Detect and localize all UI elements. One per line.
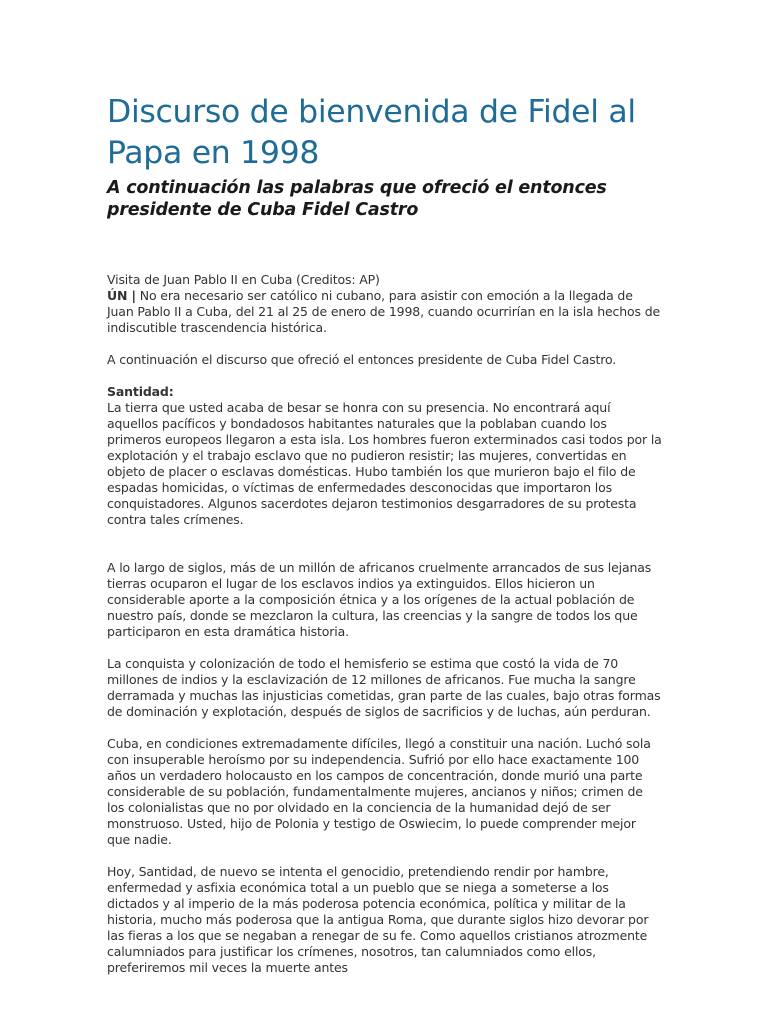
intro-paragraph: A continuación el discurso que ofreció el entonces presidente de Cuba Fidel Castro. [107,352,617,367]
page-title: Discurso de bienvenida de Fidel al Papa en 1998 [107,94,636,171]
page-subtitle: A continuación las palabras que ofreció el entonces presidente de Cuba Fidel Castro [107,178,607,220]
body-paragraph-1: La tierra que usted acaba de besar se honra con su presencia. No encontrará aquí aquellos pacíficos y bondadosos habitantes naturales que la poblaban cuando los primeros europeos llegaron a esta isla. Los hombres fueron exterminados casi todos por la explotación y el trabajo esclavo que no pudieron resistir; las mujeres, convertidas en objeto de placer o esclavas domésticas. Hubo también los que murieron bajo el filo de espadas homicidas, o víctimas de enfermedades desconocidas que importaron los conquistadores. Algunos sacerdotes dejaron testimonios desgarradores de su protesta contra tales crímenes. [107,400,662,527]
photo-caption-paragraph [107,272,662,336]
body-paragraph-4: Cuba, en condiciones extremadamente difíciles, llegó a constituir una nación. Luchó sola con insuperable heroísmo por su independencia. Sufrió por ello hace exactamente 100 años un verdadero holocausto en los campos de concentración, donde murió una parte considerable de su población, fundamentalmente mujeres, ancianos y niños; crimen de los colonialistas que no por olvidado en la conciencia de la humanidad dejó de ser monstruoso. Usted, hijo de Polonia y testigo de Oswiecim, lo puede comprender mejor que nadie. [107,736,651,847]
photo-caption: Visita de Juan Pablo II en Cuba (Creditos: AP) [107,272,380,287]
byline: ÚN | [107,288,136,303]
article-body [107,272,662,976]
body-paragraph-3: La conquista y colonización de todo el hemisferio se estima que costó la vida de 70 millones de indios y la esclavización de 12 millones de africanos. Fue mucha la sangre derramada y muchas las injusticias cometidas, gran parte de las cuales, bajo otras formas de dominación y explotación, después de siglos de sacrificios y de luchas, aún perduran. [107,656,661,719]
body-paragraph-2: A lo largo de siglos, más de un millón de africanos cruelmente arrancados de sus lejanas tierras ocuparon el lugar de los esclavos indios ya extinguidos. Ellos hicieron un considerable aporte a la composición étnica y a los orígenes de la actual población de nuestro país, donde se mezclaron la cultura, las creencias y la sangre de todos los que participaron en esta dramática historia. [107,560,652,639]
body-paragraph-5: Hoy, Santidad, de nuevo se intenta el genocidio, pretendiendo rendir por hambre, enfermedad y asfixia económica total a un pueblo que se niega a someterse a los dictados y al imperio de la más poderosa potencia económica, política y militar de la historia, mucho más poderosa que la antigua Roma, que durante siglos hizo devorar por las fieras a los que se negaban a renegar de su fe. Como aquellos cristianos atrozmente calumniados para justificar los crímenes, nosotros, tan calumniados como ellos, preferiremos mil veces la muerte antes [107,864,649,975]
document-page [107,0,662,1024]
lead-text: No era necesario ser católico ni cubano, para asistir con emoción a la llegada de Juan Pablo II a Cuba, del 21 al 25 de enero de 1998, cuando ocurrirían en la isla hechos de indiscutible trascendencia histórica. [107,288,661,335]
salutation: Santidad: [107,384,174,399]
